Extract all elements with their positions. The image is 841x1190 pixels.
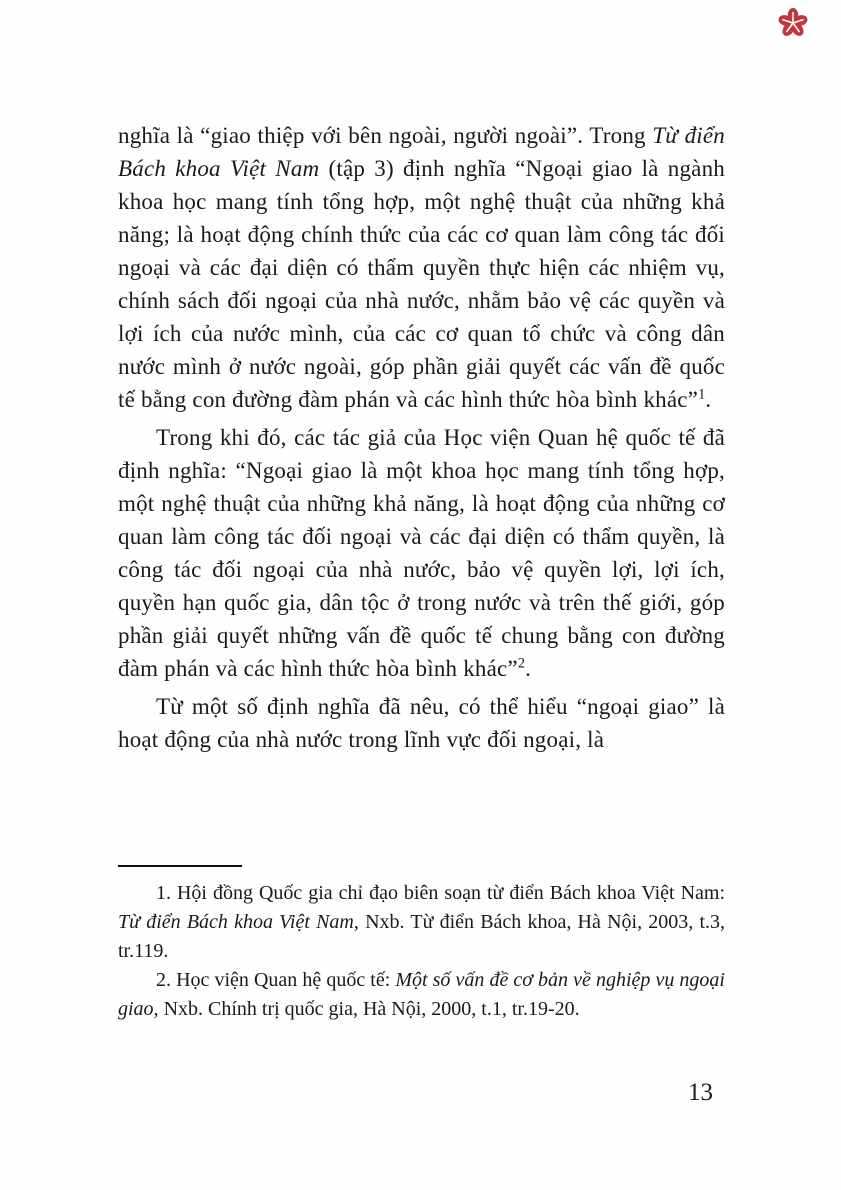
flower-ornament-icon: [777, 7, 809, 39]
footnote-separator: [118, 865, 242, 867]
body-text-block: [118, 119, 725, 756]
body-paragraph: Trong khi đó, các tác giả của Học viện Quan hệ quốc tế đã định nghĩa: “Ngoại giao là một khoa học mang tính tổng hợp, một nghệ thuật của những khả năng, là hoạt động của những cơ quan làm công tác đối ngoại và các đại diện có thẩm quyền, là công tác đối ngoại của nhà nước, bảo vệ quyền lợi, lợi ích, quyền hạn quốc gia, dân tộc ở trong nước và trên thế giới, góp phần giải quyết những vấn đề quốc tế chung bằng con đường đàm phán và các hình thức hòa bình khác”$^2$.: [118, 425, 725, 681]
body-paragraph: nghĩa là “giao thiệp với bên ngoài, người ngoài”. Trong Từ điển Bách khoa Việt Nam (tập 3) định nghĩa “Ngoại giao là ngành khoa học mang tính tổng hợp, một nghệ thuật của những khả năng; là hoạt động chính thức của các cơ quan làm công tác đối ngoại và các đại diện có thẩm quyền thực hiện các nhiệm vụ, chính sách đối ngoại của nhà nước, nhằm bảo vệ các quyền và lợi ích của nước mình, của các cơ quan tổ chức và công dân nước mình ở nước ngoài, góp phần giải quyết các vấn đề quốc tế bằng con đường đàm phán và các hình thức hòa bình khác”$^1$.: [118, 123, 725, 412]
page-number: 13: [688, 1079, 713, 1106]
body-paragraph: Từ một số định nghĩa đã nêu, có thể hiểu “ngoại giao” là hoạt động của nhà nước trong lĩnh vực đối ngoại, là: [118, 694, 725, 752]
footnote-block: [118, 855, 725, 1024]
footnote: 2. Học viện Quan hệ quốc tế: Một số vấn đề cơ bản về nghiệp vụ ngoại giao, Nxb. Chính trị quốc gia, Hà Nội, 2000, t.1, tr.19-20.: [118, 969, 725, 1020]
footnote: 1. Hội đồng Quốc gia chỉ đạo biên soạn từ điển Bách khoa Việt Nam: Từ điển Bách khoa Việt Nam, Nxb. Từ điển Bách khoa, Hà Nội, 2003, t.3, tr.119.: [118, 882, 725, 962]
